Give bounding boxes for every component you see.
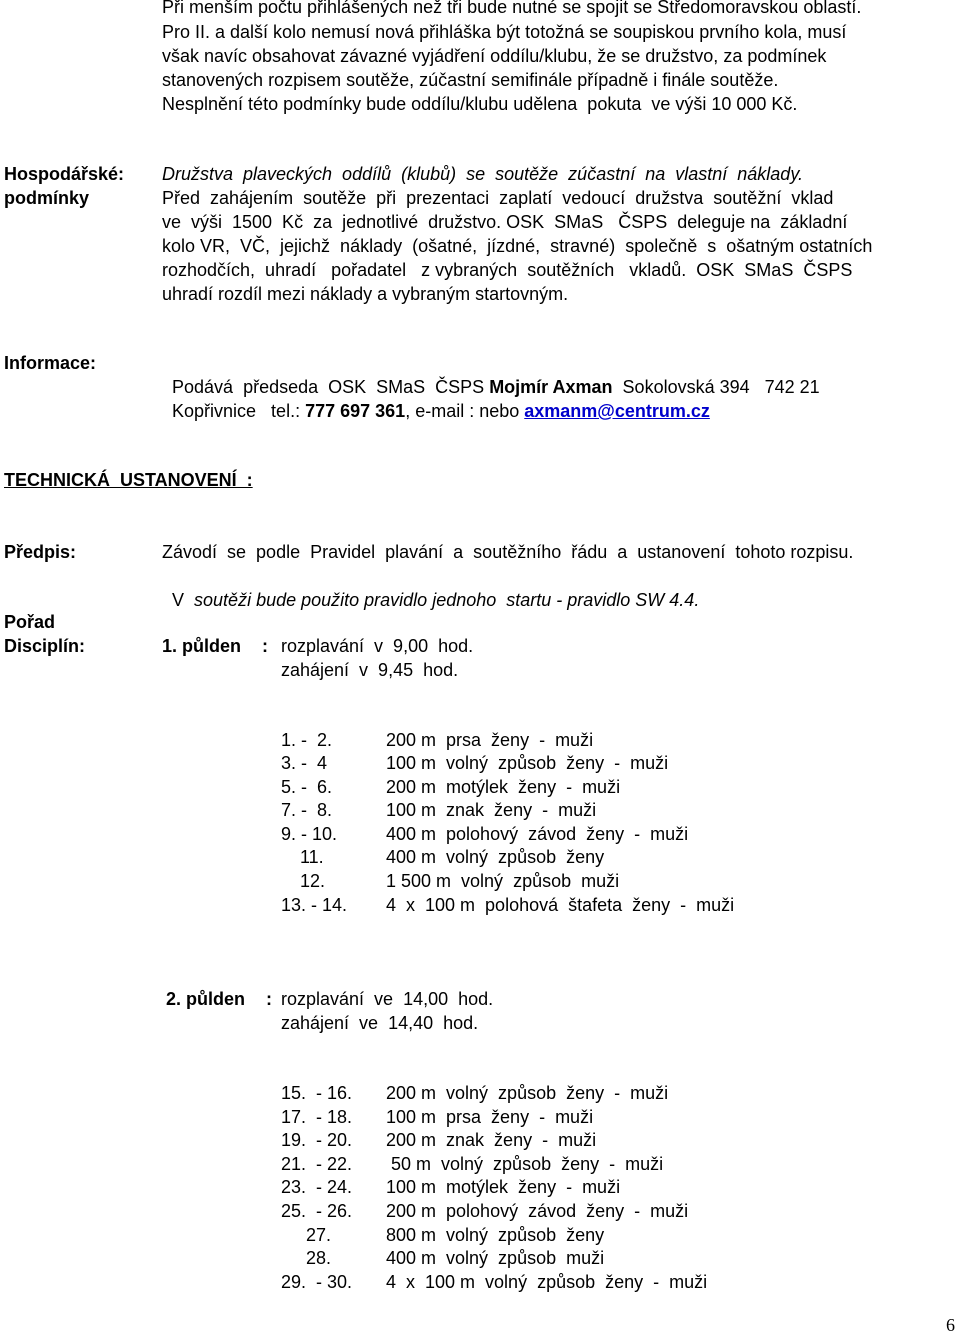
contact-name: Mojmír Axman — [489, 377, 613, 397]
info-text-b: Sokolovská 394 742 21 — [612, 377, 820, 397]
info-text-a: Podává předseda OSK SMaS ČSPS — [172, 377, 490, 397]
intro-line-1: Při menším počtu přihlášených než tři bude nutné se spojit se Středomoravskou oblastí. — [162, 0, 862, 17]
info-line-2 — [162, 375, 710, 423]
session1-title: 1. půlden — [162, 636, 242, 656]
technical-heading: TECHNICKÁ USTANOVENÍ : — [4, 470, 253, 490]
event-number: 7. - 8. — [281, 800, 333, 820]
event-number: 21. - 22. — [281, 1154, 353, 1174]
economic-line-4: kolo VR, VČ, jejichž náklady (ošatné, jízdné, stravné) společně s ošatným ostatních — [162, 236, 873, 256]
economic-label: Hospodářské: — [4, 164, 125, 184]
event-number: 11. — [300, 847, 324, 867]
event-number: 3. - 4 — [281, 753, 328, 773]
event-number: 29. - 30. — [281, 1272, 353, 1292]
session1-start: zahájení v 9,45 hod. — [281, 660, 459, 680]
event-number: 15. - 16. — [281, 1083, 353, 1103]
event-name: 100 m znak ženy - muži — [386, 800, 597, 820]
rules-line2-b: soutěži bude použito pravidlo jednoho startu - pravidlo SW 4.4. — [194, 590, 700, 610]
event-name: 4 x 100 m volný způsob ženy - muži — [386, 1272, 708, 1292]
event-number: 25. - 26. — [281, 1201, 353, 1221]
intro-line-5: Nesplnění této podmínky bude oddílu/klubu udělena pokuta ve výši 10 000 Kč. — [162, 94, 798, 114]
event-number: 1. - 2. — [281, 730, 333, 750]
info-label: Informace: — [4, 353, 97, 373]
event-number: 17. - 18. — [281, 1107, 353, 1127]
event-name: 100 m volný způsob ženy - muži — [386, 753, 669, 773]
event-name: 100 m motýlek ženy - muži — [386, 1177, 621, 1197]
page-number: 6 — [946, 1315, 955, 1335]
event-number: 12. — [300, 871, 326, 891]
session2-colon: : — [266, 989, 272, 1009]
order-label: Pořad — [4, 612, 56, 632]
intro-line-3: však navíc obsahovat závazné vyjádření oddílu/klubu, že se družstvo, za podmínek — [162, 46, 827, 66]
event-number: 5. - 6. — [281, 777, 333, 797]
event-number: 28. — [306, 1248, 332, 1268]
rules-line-1: Závodí se podle Pravidel plavání a soutěžního řádu a ustanovení tohoto rozpisu. — [162, 542, 854, 562]
economic-line-6: uhradí rozdíl mezi náklady a vybraným startovným. — [162, 284, 569, 304]
event-name: 50 m volný způsob ženy - muži — [386, 1154, 664, 1174]
event-name: 200 m prsa ženy - muži — [386, 730, 594, 750]
event-name: 100 m prsa ženy - muži — [386, 1107, 594, 1127]
event-name: 200 m volný způsob ženy - muži — [386, 1083, 669, 1103]
economic-line-1: Družstva plaveckých oddílů (klubů) se soutěže zúčastní na vlastní náklady. — [162, 164, 803, 184]
economic-label-2: podmínky — [4, 188, 90, 208]
info-line2-a: Kopřivnice tel.: — [172, 401, 306, 421]
session1-warmup: rozplavání v 9,00 hod. — [281, 636, 474, 656]
event-number: 27. — [306, 1225, 332, 1245]
rules-line-2 — [162, 564, 699, 612]
event-name: 200 m znak ženy - muži — [386, 1130, 597, 1150]
event-name: 800 m volný způsob ženy — [386, 1225, 605, 1245]
intro-line-2: Pro II. a další kolo nemusí nová přihláška být totožná se soupiskou prvního kola, musí — [162, 22, 847, 42]
intro-line-4: stanovených rozpisem soutěže, zúčastní semifinále případně i finále soutěže. — [162, 70, 779, 90]
session2-warmup: rozplavání ve 14,00 hod. — [281, 989, 494, 1009]
event-name: 200 m polohový závod ženy - muži — [386, 1201, 689, 1221]
email-link[interactable]: axmanm@centrum.cz — [524, 401, 710, 421]
info-line2-b: , e-mail : nebo — [405, 401, 525, 421]
event-number: 23. - 24. — [281, 1177, 353, 1197]
economic-line-5: rozhodčích, uhradí pořadatel z vybraných soutěžních vkladů. OSK SMaS ČSPS — [162, 260, 853, 280]
rules-label: Předpis: — [4, 542, 77, 562]
economic-line-3: ve výši 1500 Kč za jednotlivé družstvo. OSK SMaS ČSPS deleguje na základní — [162, 212, 848, 232]
economic-line-2: Před zahájením soutěže při prezentaci zaplatí vedoucí družstva soutěžní vklad — [162, 188, 834, 208]
session1-colon: : — [262, 636, 268, 656]
order-label-2: Disciplín: — [4, 636, 86, 656]
rules-line2-a: V — [172, 590, 195, 610]
session2-title: 2. půlden — [166, 989, 246, 1009]
contact-phone: 777 697 361 — [305, 401, 406, 421]
event-name: 400 m polohový závod ženy - muži — [386, 824, 689, 844]
event-name: 200 m motýlek ženy - muži — [386, 777, 621, 797]
session2-start: zahájení ve 14,40 hod. — [281, 1013, 479, 1033]
event-name: 400 m volný způsob ženy — [386, 847, 605, 867]
event-name: 4 x 100 m polohová štafeta ženy - muži — [386, 895, 735, 915]
event-number: 13. - 14. — [281, 895, 348, 915]
event-number: 9. - 10. — [281, 824, 338, 844]
event-name: 400 m volný způsob muži — [386, 1248, 605, 1268]
event-name: 1 500 m volný způsob muži — [386, 871, 620, 891]
event-number: 19. - 20. — [281, 1130, 353, 1150]
